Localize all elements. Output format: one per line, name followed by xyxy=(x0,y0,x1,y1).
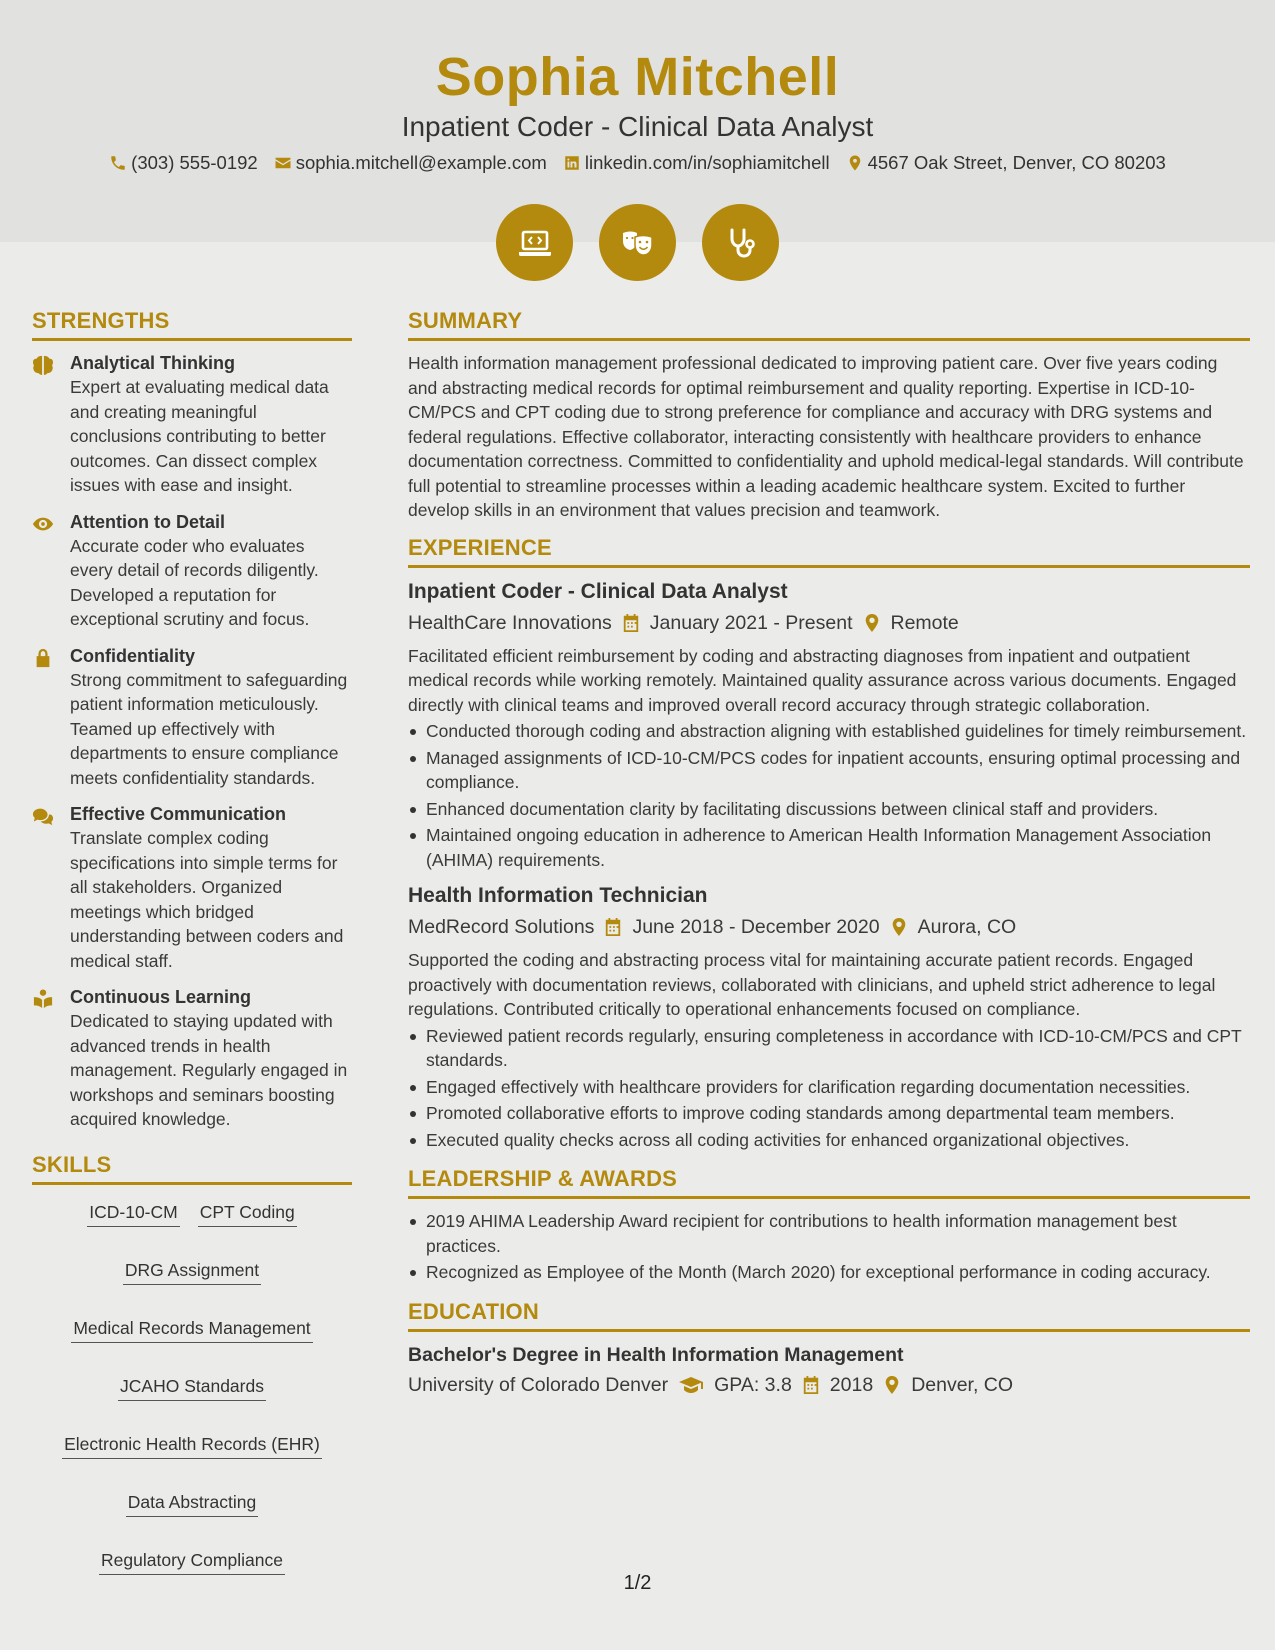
summary-heading: SUMMARY xyxy=(408,308,1250,341)
contact-phone[interactable] xyxy=(109,152,258,174)
strength-title: Confidentiality xyxy=(70,645,195,666)
contact-bar xyxy=(0,152,1275,174)
job-location: Remote xyxy=(890,611,959,634)
strength-title: Effective Communication xyxy=(70,804,287,824)
job-company: MedRecord Solutions xyxy=(408,916,595,938)
header-icon-row xyxy=(0,204,1275,281)
calendar-icon xyxy=(604,917,622,937)
strength-item xyxy=(32,985,352,1132)
job-title: Inpatient Coder - Clinical Data Analyst xyxy=(408,579,788,603)
strength-desc: Expert at evaluating medical data and creating meaningful conclusions contributing to better outcomes. Can dissect complex issues with ease and insight. xyxy=(70,377,329,495)
map-marker-icon xyxy=(863,613,881,633)
job-dates: June 2018 - December 2020 xyxy=(632,916,880,938)
job-dates: January 2021 - Present xyxy=(649,611,853,634)
linkedin-icon xyxy=(563,154,581,172)
strength-title: Analytical Thinking xyxy=(70,353,236,373)
email-text: sophia.mitchell@example.com xyxy=(295,152,547,173)
list-item: Executed quality checks across all coding activities for enhanced organizational objectives. xyxy=(408,1128,1250,1153)
list-item: 2019 AHIMA Leadership Award recipient for contributions to health information management best practices. xyxy=(408,1209,1250,1258)
graduation-year: 2018 xyxy=(829,1373,874,1396)
strength-desc: Dedicated to staying updated with advanced trends in health management. Regularly engaged in workshops and seminars boosting acquired knowledge. xyxy=(70,1011,348,1129)
list-item: Conducted thorough coding and abstraction aligning with established guidelines for timely reimbursement. xyxy=(408,719,1250,744)
left-column xyxy=(32,308,352,1575)
job-entry xyxy=(408,882,1250,1152)
strength-desc: Strong commitment to safeguarding patient information meticulously. Teamed up effectively with departments to ensure compliance meets confidentiality standards. xyxy=(70,669,348,788)
strength-title: Attention to Detail xyxy=(70,511,225,532)
graduation-cap-icon xyxy=(678,1375,704,1395)
job-description: Facilitated efficient reimbursement by coding and abstracting diagnoses from inpatient and outpatient medical records while working remotely. Maintained quality assurance across various documents. Engaged directly with clinical teams and improved overall record accuracy through strategic collaboration. xyxy=(408,645,1237,715)
skill-tag: Data Abstracting xyxy=(126,1491,258,1517)
skill-tag: Electronic Health Records (EHR) xyxy=(62,1433,322,1459)
calendar-icon xyxy=(802,1375,820,1395)
job-company: HealthCare Innovations xyxy=(408,611,612,634)
phone-icon xyxy=(109,154,127,172)
skill-tag: JCAHO Standards xyxy=(118,1375,266,1401)
strength-item xyxy=(32,351,352,498)
page-number: 1/2 xyxy=(623,1572,652,1594)
contact-email[interactable] xyxy=(274,152,547,174)
skill-tag: CPT Coding xyxy=(198,1201,297,1227)
strength-desc: Accurate coder who evaluates every detail of records diligently. Developed a reputation for exceptional scrutiny and focus. xyxy=(70,535,319,629)
contact-linkedin[interactable] xyxy=(563,152,830,174)
map-marker-icon xyxy=(890,917,908,937)
list-item: Managed assignments of ICD-10-CM/PCS codes for inpatient accounts, ensuring optimal processing and compliance. xyxy=(408,746,1250,795)
strength-desc: Translate complex coding specifications into simple terms for all stakeholders. Organized meetings which bridged understanding between coders and medical staff. xyxy=(70,828,344,971)
book-reader-icon xyxy=(32,989,54,1009)
job-bullets xyxy=(408,1024,1250,1153)
address-text: 4567 Oak Street, Denver, CO 80203 xyxy=(867,152,1166,173)
job-entry xyxy=(408,578,1250,873)
degree-title: Bachelor's Degree in Health Information Management xyxy=(408,1343,904,1366)
list-item: Enhanced documentation clarity by facilitating discussions between clinical staff and providers. xyxy=(408,797,1250,822)
school-name: University of Colorado Denver xyxy=(408,1373,669,1396)
linkedin-text: linkedin.com/in/sophiamitchell xyxy=(584,152,830,173)
strength-item xyxy=(32,802,352,973)
list-item: Engaged effectively with healthcare providers for clarification regarding documentation necessities. xyxy=(408,1075,1250,1100)
lock-icon xyxy=(32,648,54,668)
comments-icon xyxy=(32,806,54,826)
calendar-icon xyxy=(622,613,640,633)
job-title: Health Information Technician xyxy=(408,884,708,907)
candidate-name: Sophia Mitchell xyxy=(435,47,840,107)
strength-title: Continuous Learning xyxy=(70,987,251,1007)
job-location: Aurora, CO xyxy=(917,916,1017,938)
gpa: GPA: 3.8 xyxy=(714,1373,792,1396)
skill-tag: Medical Records Management xyxy=(71,1317,312,1343)
contact-address xyxy=(846,152,1166,174)
strength-item xyxy=(32,510,352,632)
education-heading: EDUCATION xyxy=(408,1299,1250,1332)
skill-tag: ICD-10-CM xyxy=(87,1201,179,1227)
envelope-icon xyxy=(274,154,292,172)
education-meta xyxy=(408,1372,1250,1398)
map-marker-icon xyxy=(883,1375,901,1395)
job-meta xyxy=(408,914,1250,940)
leadership-bullets xyxy=(408,1209,1250,1285)
skills-list xyxy=(32,1195,352,1575)
eye-icon xyxy=(32,514,54,534)
brain-icon xyxy=(32,355,54,375)
laptop-code-icon xyxy=(496,204,573,281)
job-bullets xyxy=(408,719,1250,872)
experience-heading: EXPERIENCE xyxy=(408,535,1250,568)
job-description: Supported the coding and abstracting process vital for maintaining accurate patient records. Engaged proactively with documentation reviews, collaborated with clinicians, and upheld strict adherence to legal regulations. Contributed critically to operational enhancements focused on compliance. xyxy=(408,950,1216,1019)
summary-text: Health information management professional dedicated to improving patient care. Over five years coding and abstracting medical records for optimal reimbursement and quality reporting. Expertise in ICD-10-CM/PCS and CPT coding due to strong preference for compliance and accuracy with DRG systems and federal regulations. Effective collaborator, interacting consistently with healthcare providers to enhance documentation correctness. Committed to confidentiality and uphold medical-legal standards. Will contribute full potential to streamline processes within a leading academic healthcare system. Excited to further develop skills in an environment that values precision and teamwork. xyxy=(408,353,1244,520)
strengths-heading: STRENGTHS xyxy=(32,308,352,341)
skills-heading: SKILLS xyxy=(32,1152,352,1185)
strength-item xyxy=(32,644,352,791)
education-location: Denver, CO xyxy=(911,1373,1014,1396)
list-item: Promoted collaborative efforts to improve coding standards among departmental team members. xyxy=(408,1101,1250,1126)
phone-text: (303) 555-0192 xyxy=(131,152,258,173)
skill-tag: Regulatory Compliance xyxy=(99,1549,285,1575)
map-marker-icon xyxy=(846,154,864,172)
theater-masks-icon xyxy=(599,204,676,281)
list-item: Maintained ongoing education in adherence to American Health Information Management Association (AHIMA) requirements. xyxy=(408,823,1250,872)
stethoscope-icon xyxy=(702,204,779,281)
list-item: Recognized as Employee of the Month (March 2020) for exceptional performance in coding accuracy. xyxy=(408,1260,1250,1285)
job-meta xyxy=(408,610,1250,636)
candidate-title: Inpatient Coder - Clinical Data Analyst xyxy=(401,111,874,142)
leadership-heading: LEADERSHIP & AWARDS xyxy=(408,1166,1250,1199)
right-column xyxy=(408,308,1250,1406)
list-item: Reviewed patient records regularly, ensuring completeness in accordance with ICD-10-CM/PCS and CPT standards. xyxy=(408,1024,1250,1073)
skill-tag: DRG Assignment xyxy=(123,1259,261,1285)
